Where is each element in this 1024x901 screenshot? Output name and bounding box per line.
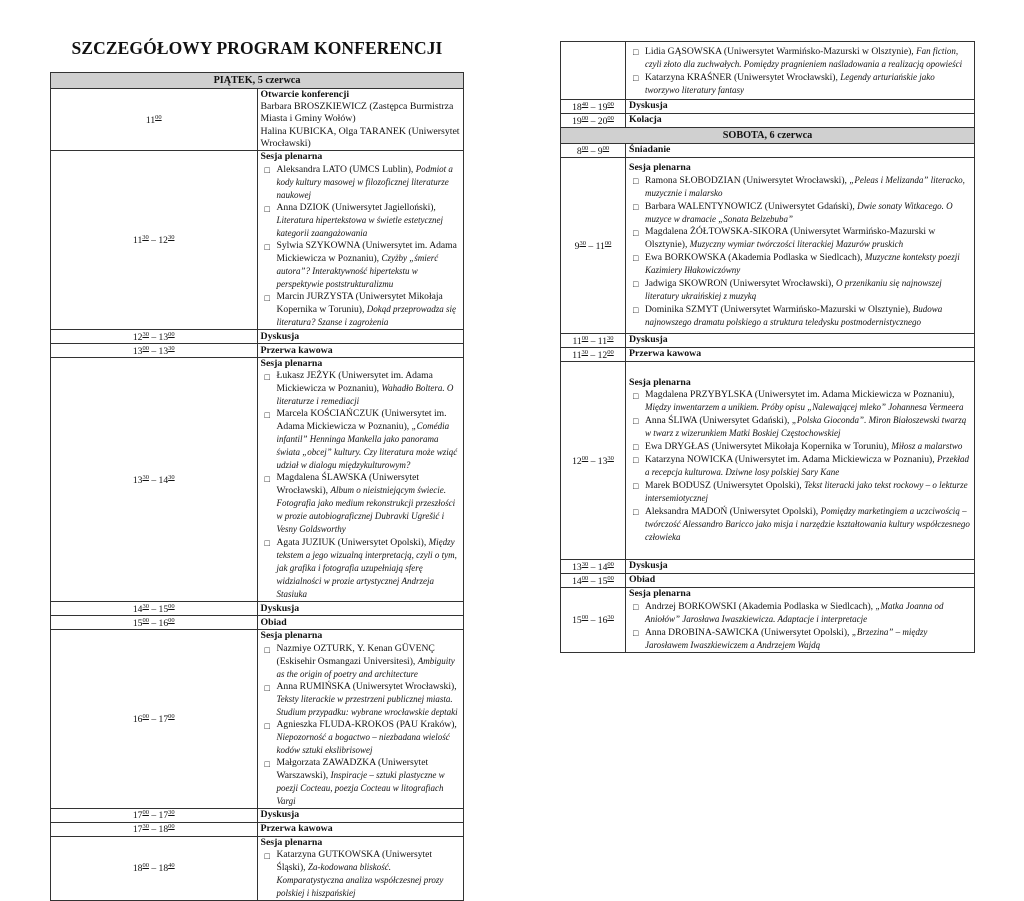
- time-minutes: 00: [581, 454, 589, 462]
- talk-item: [265, 643, 461, 681]
- program-row: [51, 602, 464, 616]
- time-cell: $12^{00} - 13^{30}$: [561, 362, 626, 560]
- session-label: Sesja plenarna: [260, 630, 323, 642]
- speaker: Ramona SŁOBODZIAN (Uniwersytet Wrocławski),: [645, 175, 850, 187]
- day-header: PIĄTEK, 5 czerwca: [51, 73, 464, 89]
- time-cell: $16^{00} - 17^{00}$: [51, 630, 258, 808]
- session-label: Sesja plenarna: [260, 358, 323, 370]
- talk-list: [261, 643, 461, 808]
- event-label: Dyskusja: [626, 100, 975, 114]
- talk-item: [265, 849, 461, 900]
- time-minutes: 00: [168, 713, 175, 721]
- page-title: SZCZEGÓŁOWY PROGRAM KONFERENCJI: [71, 38, 443, 58]
- speaker: Magdalena ŻÓŁTOWSKA-SIKORA (Uniwersytet Warmińsko-Mazurski w Olsztynie),: [645, 226, 936, 251]
- talk-item: [265, 291, 461, 329]
- talk-title: Przekład a recepcja kulturowa. Dziwne losy polskiej Sary Kane: [645, 454, 969, 478]
- speaker: Anna RUMIŃSKA (Uniwersytet Wrocławski),: [276, 680, 457, 692]
- talk-item: [633, 303, 971, 329]
- program-row: [561, 560, 975, 574]
- talk-title: O przenikaniu się najnowszej literatury ukraińskiej z muzyką: [645, 278, 942, 302]
- talk-item: [265, 240, 461, 291]
- time-minutes: 30: [168, 809, 175, 817]
- time-minutes: 00: [168, 330, 175, 338]
- event-label: Przerwa kawowa: [257, 344, 464, 358]
- checkbox-icon: □: [264, 293, 270, 304]
- talk-title: Legendy arturiańskie jako tworzywo literatury fantasy: [645, 71, 935, 95]
- time-minutes: 30: [167, 234, 175, 242]
- time-minutes: 30: [142, 330, 149, 338]
- talk-title: Muzyczny wymiar twórczości literackiej Mazurów pruskich: [689, 239, 904, 250]
- talk-title: Miłosz a malarstwo: [891, 441, 963, 452]
- event-line: Otwarcie konferencji: [260, 89, 350, 100]
- speaker: Marcin JURZYSTA (Uniwersytet Mikołaja Kopernika w Toruniu),: [276, 291, 443, 316]
- speaker: Agata JUZIUK (Uniwersytet Opolski),: [276, 537, 429, 549]
- program-row: [51, 822, 464, 836]
- program-row: [561, 114, 975, 128]
- checkbox-icon: □: [264, 204, 270, 215]
- time-minutes: 00: [581, 614, 589, 622]
- time-minutes: 00: [168, 616, 175, 624]
- time-minutes: 00: [142, 713, 149, 721]
- time-minutes: 00: [155, 113, 162, 121]
- time-cell: $19^{00} - 20^{00}$: [561, 114, 626, 128]
- session-cell: [626, 158, 975, 334]
- talk-item: [633, 479, 971, 505]
- talk-item: [633, 505, 971, 544]
- session-label: Sesja plenarna: [629, 588, 691, 599]
- event-label: Śniadanie: [626, 144, 975, 158]
- program-row: [51, 808, 464, 822]
- session-cell: [626, 42, 975, 100]
- time-minutes: 00: [604, 239, 612, 247]
- checkbox-icon: □: [264, 850, 270, 861]
- event-cell: [257, 89, 464, 151]
- checkbox-icon: □: [264, 644, 270, 655]
- program-row: [51, 630, 464, 808]
- checkbox-icon: □: [264, 682, 270, 693]
- program-row: [561, 574, 975, 588]
- talk-list: [261, 163, 461, 329]
- talk-title: Teksty literackie w przestrzeni publicznej miasta. Studium przypadku: wybrane wrocławskie deptaki: [276, 693, 458, 717]
- session-cell: [626, 362, 975, 560]
- talk-item: [633, 251, 971, 277]
- event-label: Obiad: [626, 574, 975, 588]
- time-cell: $13^{30} - 14^{00}$: [561, 560, 626, 574]
- speaker: Anna DZIOK (Uniwersytet Jagielloński),: [276, 202, 436, 214]
- time-cell: $13^{30} - 14^{30}$: [51, 358, 258, 602]
- talk-item: [633, 200, 971, 226]
- talk-list: [629, 45, 971, 97]
- talk-title: Dwie sonaty Witkacego. O muzyce w dramacie „Sonata Belzebuba”: [645, 201, 953, 225]
- time-minutes: 00: [168, 823, 175, 831]
- checkbox-icon: □: [633, 253, 639, 264]
- time-minutes: 00: [168, 602, 175, 610]
- checkbox-icon: □: [633, 507, 639, 518]
- session-cell: [257, 358, 464, 602]
- talk-title: Pomiędzy marketingiem a uczciwością – twórczość Alessandro Baricco jako misja i narzędzie kształtowania kultury współczesnego człowieka: [645, 506, 970, 543]
- speaker: Aleksandra MADOŃ (Uniwersytet Opolski),: [645, 506, 821, 518]
- talk-item: [633, 626, 971, 652]
- time-minutes: 40: [168, 862, 175, 870]
- talk-title: „Peleas i Melizanda” literacko, muzycznie i malarsko: [645, 175, 965, 199]
- event-label: Dyskusja: [626, 334, 975, 348]
- event-line: Halina KUBICKA, Olga TARANEK (Uniwersytet Wrocławski): [260, 125, 460, 149]
- talk-item: [265, 370, 461, 408]
- talk-item: [633, 45, 971, 71]
- talk-title: Niepozorność a bogactwo – niezbadana wielość kodów sztuki ekslibrisowej: [276, 731, 450, 755]
- time-cell: $15^{00} - 16^{30}$: [561, 588, 626, 653]
- time-cell: $12^{30} - 13^{00}$: [51, 330, 258, 344]
- time-cell: $11^{00}$: [51, 89, 258, 151]
- checkbox-icon: □: [633, 202, 639, 213]
- talk-item: [265, 408, 461, 472]
- session-label: Sesja plenarna: [260, 151, 323, 163]
- speaker: Andrzej BORKOWSKI (Akademia Podlaska w Siedlcach),: [645, 601, 876, 613]
- talk-title: Wahadło Boltera. O literaturze i remediacji: [276, 383, 454, 407]
- talk-item: [633, 226, 971, 251]
- speaker: Marek BODUSZ (Uniwersytet Opolski),: [645, 480, 805, 492]
- program-row: [561, 588, 975, 653]
- event-label: Dyskusja: [257, 808, 464, 822]
- time-minutes: 00: [607, 100, 614, 108]
- event-label: Przerwa kawowa: [626, 348, 975, 362]
- speaker: Dominika SZMYT (Uniwersytet Warmińsko-Mazurski w Olsztynie),: [645, 304, 913, 316]
- program-row: [561, 128, 975, 144]
- talk-list: [629, 600, 971, 652]
- time-minutes: 00: [607, 114, 614, 122]
- talk-item: [265, 163, 461, 202]
- talk-title: Ambiguity as the origin of poetry and architecture: [276, 655, 455, 679]
- program-row: [51, 616, 464, 630]
- time-cell: [561, 42, 626, 100]
- time-minutes: 00: [607, 560, 614, 568]
- speaker: Agnieszka FLUDA-KROKOS (PAU Kraków),: [276, 718, 457, 730]
- time-cell: $8^{00} - 9^{00}$: [561, 144, 626, 158]
- checkbox-icon: □: [633, 442, 639, 453]
- time-cell: $18^{40} - 19^{00}$: [561, 100, 626, 114]
- talk-title: „Matka Joanna od Aniołów” Jarosława Iwaszkiewicza. Adaptacje i interpretacje: [645, 601, 944, 625]
- talk-item: [633, 414, 971, 440]
- speaker: Lidia GĄSOWSKA (Uniwersytet Warmińsko-Mazurski w Olsztynie),: [645, 45, 917, 57]
- time-minutes: 30: [168, 344, 175, 352]
- time-cell: $15^{00} - 16^{00}$: [51, 616, 258, 630]
- time-minutes: 00: [581, 574, 589, 582]
- talk-list: [629, 389, 971, 544]
- program-row: [51, 836, 464, 900]
- time-minutes: 00: [142, 862, 149, 870]
- talk-item: [633, 389, 971, 414]
- talk-title: Fan fiction, czyli złoto dla zuchwałych. Pomiędzy pragnieniem naśladowania a realizacją opowieści: [645, 45, 963, 69]
- talk-item: [265, 757, 461, 808]
- checkbox-icon: □: [264, 372, 270, 383]
- speaker: Małgorzata ZAWADZKA (Uniwersytet Warszawski),: [276, 756, 429, 781]
- program-row: [51, 151, 464, 330]
- talk-item: [265, 202, 461, 240]
- time-minutes: 30: [142, 234, 149, 242]
- session-label: Sesja plenarna: [629, 161, 691, 173]
- talk-title: Inspiracje – sztuki plastyczne w poezji Cocteau, poezja Cocteau w litografiach Vargi: [276, 769, 445, 806]
- time-minutes: 00: [581, 144, 589, 152]
- talk-item: [265, 719, 461, 757]
- program-row: [51, 344, 464, 358]
- event-label: Dyskusja: [626, 560, 975, 574]
- time-minutes: 30: [581, 560, 589, 568]
- session-cell: [626, 588, 975, 653]
- time-minutes: 30: [168, 473, 175, 481]
- talk-item: [633, 174, 971, 200]
- checkbox-icon: □: [633, 416, 639, 427]
- program-row: [561, 100, 975, 114]
- talk-title: „Comédia infantil” Henninga Mankella jako panorama świata „obcej” kultury. Czy literatura może wziąć udział w dialogu międzykulturowym?: [276, 421, 458, 471]
- event-label: Obiad: [257, 616, 464, 630]
- time-minutes: 40: [581, 100, 589, 108]
- speaker: Anna ŚLIWA (Uniwersytet Gdański),: [645, 415, 792, 427]
- talk-title: Podmiot a kody kultury masowej w filozoficznej literaturze naukowej: [276, 164, 453, 201]
- speaker: Katarzyna NOWICKA (Uniwersytet im. Adama Mickiewicza w Poznaniu),: [645, 454, 937, 466]
- time-minutes: 30: [607, 454, 614, 462]
- speaker: Magdalena ŚLAWSKA (Uniwersytet Wrocławski),: [276, 472, 420, 497]
- session-label: Sesja plenarna: [260, 836, 323, 848]
- program-row: [561, 348, 975, 362]
- time-minutes: 00: [581, 334, 589, 342]
- speaker: Nazmiye OZTURK, Y. Kenan GÜVENÇ (Eskisehir Osmangazi Universitesi),: [276, 642, 435, 667]
- talk-title: Muzyczne konteksty poezji Kazimiery Iłłakowiczówny: [645, 252, 960, 276]
- talk-list: [261, 370, 461, 601]
- checkbox-icon: □: [264, 165, 270, 176]
- speaker: Łukasz JEŻYK (Uniwersytet im. Adama Mickiewicza w Poznaniu),: [276, 370, 433, 395]
- session-cell: [257, 151, 464, 330]
- time-minutes: 30: [142, 823, 149, 831]
- talk-item: [633, 453, 971, 479]
- speaker: Katarzyna GUTKOWSKA (Uniwersytet Śląski),: [276, 848, 433, 873]
- speaker: Aleksandra LATO (UMCS Lublin),: [276, 164, 416, 176]
- speaker: Magdalena PRZYBYLSKA (Uniwersytet im. Adama Mickiewicza w Poznaniu),: [645, 389, 955, 401]
- talk-item: [633, 600, 971, 626]
- time-minutes: 00: [142, 616, 149, 624]
- talk-item: [633, 71, 971, 97]
- program-row: [561, 144, 975, 158]
- checkbox-icon: □: [633, 305, 639, 316]
- checkbox-icon: □: [633, 72, 639, 83]
- talk-title: Czyżby „śmierć autora”? Interaktywność hipertekstu w perspektywie poststrukturalizmu: [276, 253, 439, 290]
- checkbox-icon: □: [633, 455, 639, 466]
- speaker: Anna DROBINA-SAWICKA (Uniwersytet Opolski),: [645, 627, 852, 639]
- time-minutes: 00: [581, 114, 589, 122]
- talk-title: Między tekstem a jego wizualną interpretacją, czyli o tym, jak grafika i fotografia uzupełniają sferę widzialności w prozie artystycznej Andrzeja Stasiuka: [276, 537, 457, 600]
- program-row: [51, 358, 464, 602]
- time-cell: $9^{30} - 11^{00}$: [561, 158, 626, 334]
- talk-item: [265, 681, 461, 719]
- talk-item: [633, 440, 971, 453]
- speaker: Barbara WALENTYNOWICZ (Uniwersytet Gdański),: [645, 201, 858, 213]
- event-label: Dyskusja: [257, 330, 464, 344]
- time-minutes: 30: [607, 334, 614, 342]
- checkbox-icon: □: [633, 391, 639, 402]
- talk-title: Album o nieistniejącym świecie. Fotografia jako medium rekonstrukcji przeszłości w prozie autobiograficznej Dubravki Ugrešić i Vesny Goldsworthy: [276, 485, 456, 535]
- time-minutes: 30: [579, 239, 586, 247]
- time-cell: $11^{30} - 12^{00}$: [561, 348, 626, 362]
- program-row: [51, 73, 464, 89]
- checkbox-icon: □: [264, 538, 270, 549]
- time-minutes: 30: [581, 348, 589, 356]
- time-minutes: 30: [607, 614, 614, 622]
- program-row: [51, 89, 464, 151]
- speaker: Jadwiga SKOWRON (Uniwersytet Wrocławski),: [645, 278, 837, 290]
- talk-item: [265, 536, 461, 601]
- speaker: Marcela KOŚCIAŃCZUK (Uniwersytet im. Adama Mickiewicza w Poznaniu),: [276, 408, 447, 433]
- talk-list: [261, 849, 461, 900]
- event-label: Kolacja: [626, 114, 975, 128]
- time-cell: $17^{00} - 17^{30}$: [51, 808, 258, 822]
- talk-list: [629, 174, 971, 329]
- checkbox-icon: □: [264, 410, 270, 421]
- talk-title: „Polska Gioconda”. Miron Białoszewski twarzą w twarz z wizerunkiem Matki Boskiej Częstochowskiej: [645, 415, 967, 439]
- checkbox-icon: □: [633, 176, 639, 187]
- speaker: Katarzyna KRAŚNER (Uniwersytet Wrocławski),: [645, 71, 841, 83]
- time-cell: $11^{00} - 11^{30}$: [561, 334, 626, 348]
- checkbox-icon: □: [633, 481, 639, 492]
- speaker: Ewa BORKOWSKA (Akademia Podlaska w Siedlcach),: [645, 252, 865, 264]
- talk-item: [633, 277, 971, 303]
- event-line: Barbara BROSZKIEWICZ (Zastępca Burmistrza Miasta i Gminy Wołów): [260, 101, 454, 125]
- time-minutes: 30: [142, 602, 149, 610]
- program-row: [561, 334, 975, 348]
- program-row: [51, 330, 464, 344]
- time-cell: $17^{30} - 18^{00}$: [51, 822, 258, 836]
- time-minutes: 00: [142, 344, 149, 352]
- talk-title: „Brzezina” – między Jarosławem Iwaszkiewiczem a Andrzejem Wajdą: [645, 627, 928, 651]
- time-cell: $13^{00} - 13^{30}$: [51, 344, 258, 358]
- talk-title: Budowa najnowszego dramatu polskiego a struktura teledysku postmodernistycznego: [645, 304, 943, 328]
- time-minutes: 00: [607, 348, 614, 356]
- speaker: Ewa DRYGŁAS (Uniwersytet Mikołaja Kopernika w Toruniu),: [645, 441, 892, 453]
- time-minutes: 00: [602, 144, 610, 152]
- checkbox-icon: □: [264, 758, 270, 769]
- checkbox-icon: □: [633, 46, 639, 57]
- time-cell: $11^{30} - 12^{30}$: [51, 151, 258, 330]
- session-label: Sesja plenarna: [629, 376, 691, 388]
- time-cell: $18^{00} - 18^{40}$: [51, 836, 258, 900]
- program-row: [561, 158, 975, 334]
- checkbox-icon: □: [633, 279, 639, 290]
- event-label: Przerwa kawowa: [257, 822, 464, 836]
- checkbox-icon: □: [264, 720, 270, 731]
- checkbox-icon: □: [633, 628, 639, 639]
- session-cell: [257, 836, 464, 900]
- program-table-friday: [50, 72, 464, 901]
- talk-title: Literatura hipertekstowa w świetle estetycznej kategorii zaangażowania: [276, 215, 443, 239]
- time-minutes: 30: [142, 473, 149, 481]
- session-cell: [257, 630, 464, 808]
- time-cell: $14^{00} - 15^{00}$: [561, 574, 626, 588]
- checkbox-icon: □: [633, 602, 639, 613]
- talk-title: Między inwentarzem a unikiem. Próby opisu „Nalewającej mleko” Johannesa Vermeera: [645, 402, 964, 413]
- program-table-saturday: [560, 41, 975, 653]
- checkbox-icon: □: [264, 242, 270, 253]
- time-minutes: 00: [607, 574, 614, 582]
- talk-title: Dokąd przeprowadza się literatura? Szanse i zagrożenia: [276, 304, 456, 328]
- checkbox-icon: □: [633, 228, 639, 239]
- talk-item: [265, 472, 461, 536]
- time-minutes: 00: [142, 809, 149, 817]
- program-row: [561, 362, 975, 560]
- checkbox-icon: □: [264, 474, 270, 485]
- speaker: Sylwia SZYKOWNA (Uniwersytet im. Adama Mickiewicza w Poznaniu),: [276, 240, 457, 265]
- talk-title: Za-kodowana bliskość. Komparatystyczna analiza współczesnej prozy polskiej i hiszpańskiej: [276, 861, 444, 898]
- program-row: [561, 42, 975, 100]
- talk-title: Tekst literacki jako tekst rockowy – o lekturze intersemiotycznej: [645, 480, 968, 504]
- event-label: Dyskusja: [257, 602, 464, 616]
- time-cell: $14^{30} - 15^{00}$: [51, 602, 258, 616]
- day-header: SOBOTA, 6 czerwca: [561, 128, 975, 144]
